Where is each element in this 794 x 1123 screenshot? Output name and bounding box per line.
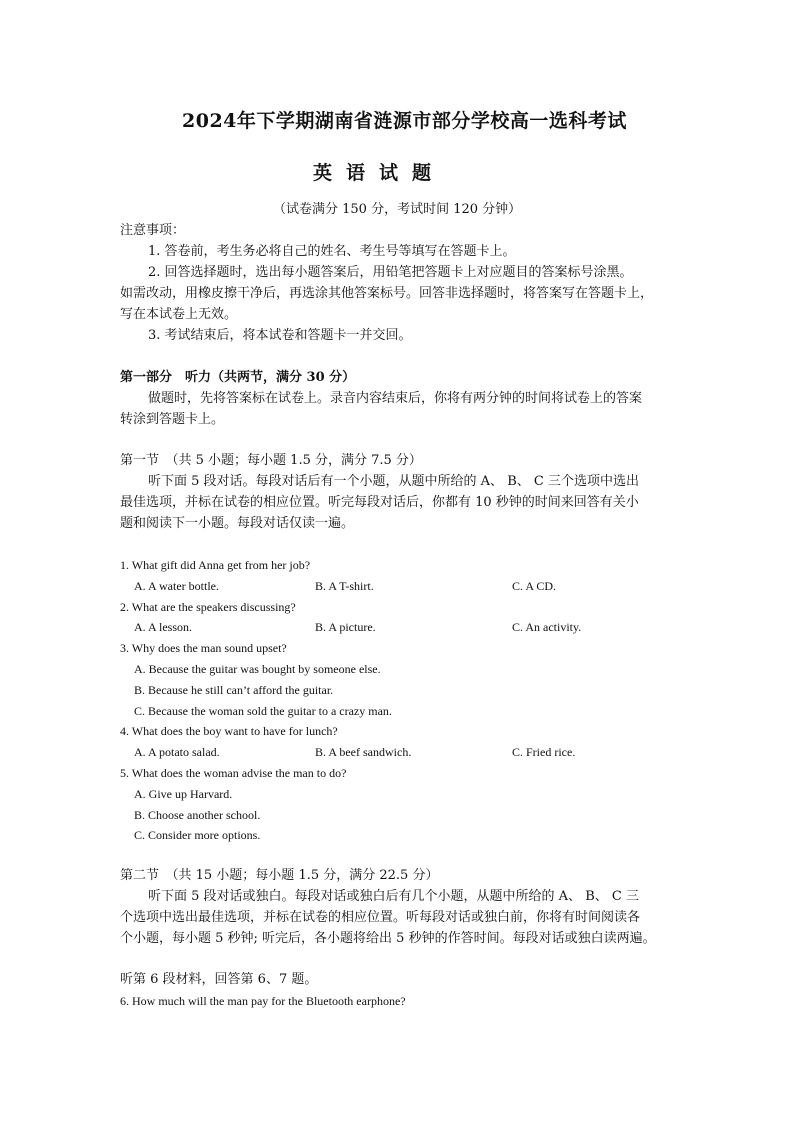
section1-heading: 第一节 （共 5 小题；每小题 1.5 分，满分 7.5 分） [120,453,422,468]
option-c: C. An activity. [512,620,582,634]
section1-instructions-cont: 最佳选项，并标在试卷的相应位置。听完每段对话后，你都有 10 秒钟的时间来回答有关小 [120,495,639,510]
option-b: B. Choose another school. [134,808,261,822]
option-b: B. A T-shirt. [315,579,374,593]
time-note: （试卷满分 150 分，考试时间 120 分钟） [273,202,522,217]
option-a: A. Because the guitar was bought by someone else. [134,662,381,676]
option-c: C. Consider more options. [134,828,261,842]
exam-title: 2024年下学期湖南省涟源市部分学校高一选科考试 [182,110,627,132]
notice-heading: 注意事项： [120,223,186,238]
notice-item-1: 1. 答卷前，考生务必将自己的姓名、考生号等填写在答题卡上。 [148,244,516,259]
part1-intro-cont: 转涂到答题卡上。 [120,412,225,427]
option-c: C. Because the woman sold the guitar to a crazy man. [134,704,392,718]
option-b: B. A beef sandwich. [315,745,412,759]
option-a: A. Give up Harvard. [134,787,233,801]
option-b: B. Because he still can’t afford the guitar. [134,683,334,697]
section2-instructions-cont: 个小题，每小题 5 秒钟; 听完后，各小题将给出 5 秒钟的作答时间。每段对话或独白读两遍。 [120,931,656,946]
material-6-note: 听第 6 段材料，回答第 6、7 题。 [120,972,318,987]
option-c: C. Fried rice. [512,745,576,759]
question-3: 3. Why does the man sound upset? [120,641,287,655]
option-b: B. A picture. [315,620,376,634]
question-1: 1. What gift did Anna get from her job? [120,558,311,572]
section1-instructions-cont: 题和阅读下一小题。每段对话仅读一遍。 [120,516,355,531]
part1-heading: 第一部分 听力（共两节，满分 30 分） [120,370,356,385]
section2-heading: 第二节 （共 15 小题；每小题 1.5 分，满分 22.5 分） [120,868,439,883]
option-a: A. A water bottle. [134,579,219,593]
notice-item-3: 3. 考试结束后，将本试卷和答题卡一并交回。 [148,328,412,343]
question-6: 6. How much will the man pay for the Bluetooth earphone? [120,994,406,1008]
question-2: 2. What are the speakers discussing? [120,600,296,614]
section2-instructions: 听下面 5 段对话或独白。每段对话或独白后有几个小题，从题中所给的 A、 B、 C 三 [148,889,639,904]
option-a: A. A potato salad. [134,745,220,759]
question-4: 4. What does the boy want to have for lunch? [120,724,338,738]
option-c: C. A CD. [512,579,557,593]
section1-instructions: 听下面 5 段对话。每段对话后有一个小题，从题中所给的 A、 B、 C 三个选项中选出 [148,474,639,489]
section2-instructions-cont: 个选项中选出最佳选项，并标在试卷的相应位置。听每段对话或独白前，你将有时间阅读各 [120,910,641,925]
subject-title: 英语试题 [313,162,446,184]
notice-item-2: 2. 回答选择题时，选出每小题答案后，用铅笔把答题卡上对应题目的答案标号涂黑。 [148,265,633,280]
part1-intro: 做题时，先将答案标在试卷上。录音内容结束后，你将有两分钟的时间将试卷上的答案 [148,391,643,406]
question-5: 5. What does the woman advise the man to do? [120,766,347,780]
notice-item-2-cont: 写在本试卷上无效。 [120,307,238,322]
option-a: A. A lesson. [134,620,193,634]
notice-item-2-cont: 如需改动，用橡皮擦干净后，再选涂其他答案标号。回答非选择题时，将答案写在答题卡上， [120,286,654,301]
